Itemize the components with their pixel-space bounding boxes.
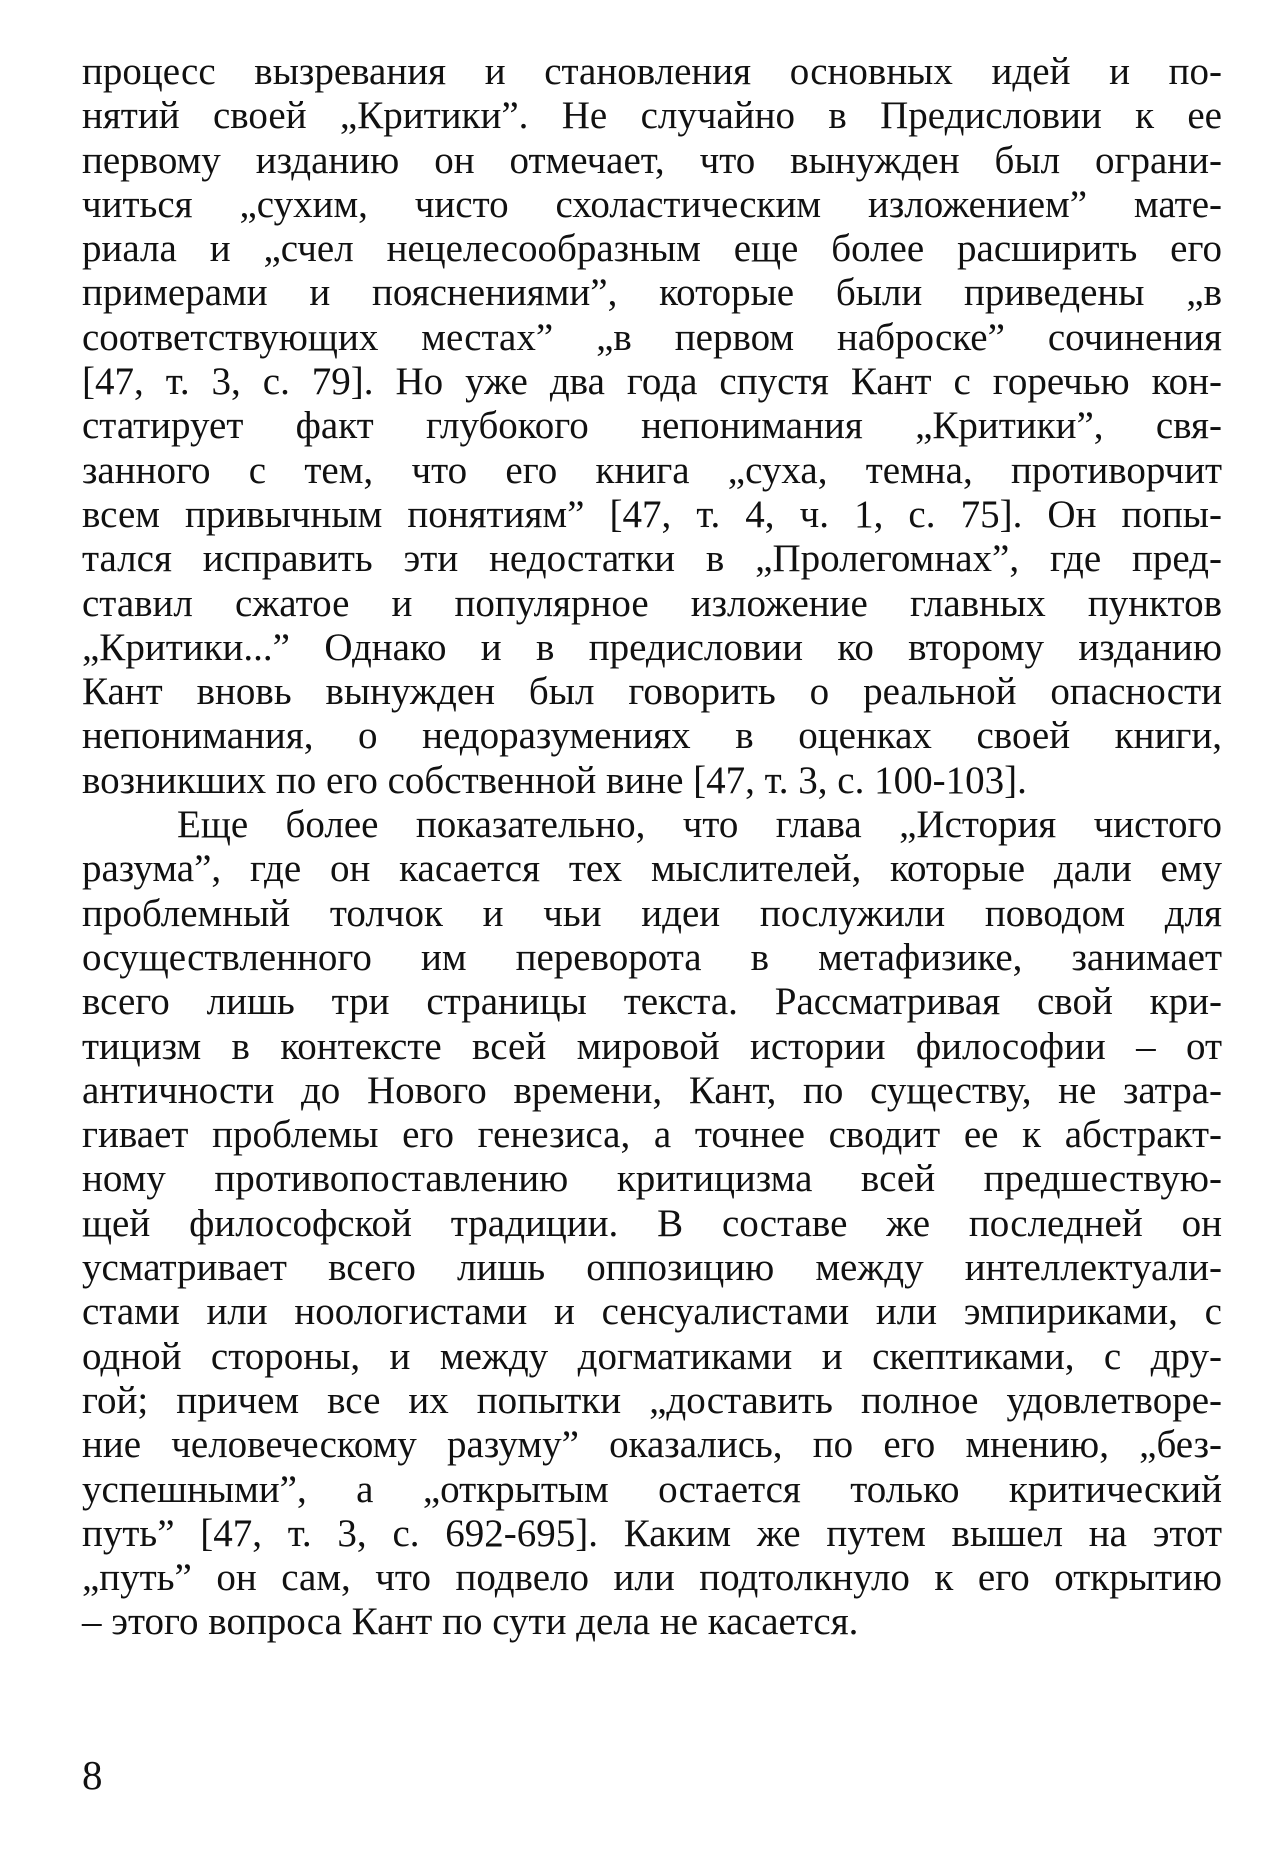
text-line: путь” [47, т. 3, с. 692-695]. Каким же путем вышел на этот	[82, 1511, 1222, 1555]
text-line: ному противопоставлению критицизма всей предшествую-	[82, 1157, 1222, 1201]
text-line: античности до Нового времени, Кант, по существу, не затра-	[82, 1068, 1222, 1112]
text-line: Еще более показательно, что глава „История чистого	[177, 803, 1222, 847]
text-line: статирует факт глубокого непонимания „Критики”, свя-	[82, 404, 1222, 448]
text-line: одной стороны, и между догматиками и скептиками, с дру-	[82, 1334, 1222, 1378]
text-line: разума”, где он касается тех мыслителей, которые дали ему	[82, 847, 1222, 891]
text-line: [47, т. 3, с. 79]. Но уже два года спустя Кант с горечью кон-	[82, 360, 1222, 404]
text-line: „путь” он сам, что подвело или подтолкнуло к его открытию	[82, 1556, 1222, 1600]
text-line: осуществленного им переворота в метафизике, занимает	[82, 935, 1222, 979]
text-line: читься „сухим, чисто схоластическим изложением” мате-	[82, 182, 1222, 226]
text-line: тался исправить эти недостатки в „Пролегомнах”, где пред-	[82, 537, 1222, 581]
text-line: риала и „счел нецелесообразным еще более расширить его	[82, 227, 1222, 271]
text-line: всем привычным понятиям” [47, т. 4, ч. 1, с. 75]. Он попы-	[82, 492, 1222, 536]
text-line: Кант вновь вынужден был говорить о реальной опасности	[82, 670, 1222, 714]
page-number: 8	[82, 1752, 103, 1798]
text-line: гивает проблемы его генезиса, а точнее сводит ее к абстракт-	[82, 1113, 1222, 1157]
paragraph-2	[82, 803, 1222, 1645]
text-line: возникших по его собственной вине [47, т. 3, с. 100-103].	[82, 758, 1027, 802]
text-line: – этого вопроса Кант по сути дела не касается.	[82, 1600, 859, 1644]
text-line: тицизм в контексте всей мировой истории философии – от	[82, 1024, 1222, 1068]
text-line: усматривает всего лишь оппозицию между интеллектуали-	[82, 1246, 1222, 1290]
text-line: стами или ноологистами и сенсуалистами или эмпириками, с	[82, 1290, 1222, 1334]
text-line: примерами и пояснениями”, которые были приведены „в	[82, 271, 1222, 315]
text-line: щей философской традиции. В составе же последней он	[82, 1201, 1222, 1245]
text-line: „Критики...” Однако и в предисловии ко второму изданию	[82, 625, 1222, 669]
text-line: ние человеческому разуму” оказались, по его мнению, „без-	[82, 1423, 1222, 1467]
paragraph-1	[82, 50, 1222, 803]
text-line: всего лишь три страницы текста. Рассматривая свой кри-	[82, 980, 1222, 1024]
text-line: непонимания, о недоразумениях в оценках своей книги,	[82, 714, 1222, 758]
text-line: гой; причем все их попытки „доставить полное удовлетворе-	[82, 1378, 1222, 1422]
text-line: проблемный толчок и чьи идеи послужили поводом для	[82, 891, 1222, 935]
text-line: занного с тем, что его книга „суха, темна, противорчит	[82, 448, 1222, 492]
text-line: процесс вызревания и становления основных идей и по-	[82, 50, 1222, 93]
text-line: первому изданию он отмечает, что вынужден был ограни-	[82, 138, 1222, 182]
text-line: успешными”, а „открытым остается только критический	[82, 1467, 1222, 1511]
text-line: нятий своей „Критики”. Не случайно в Предисловии к ее	[82, 94, 1222, 138]
body-text	[82, 50, 1222, 1645]
text-line: соответствующих местах” „в первом наброске” сочинения	[82, 315, 1222, 359]
text-line: ставил сжатое и популярное изложение главных пунктов	[82, 581, 1222, 625]
